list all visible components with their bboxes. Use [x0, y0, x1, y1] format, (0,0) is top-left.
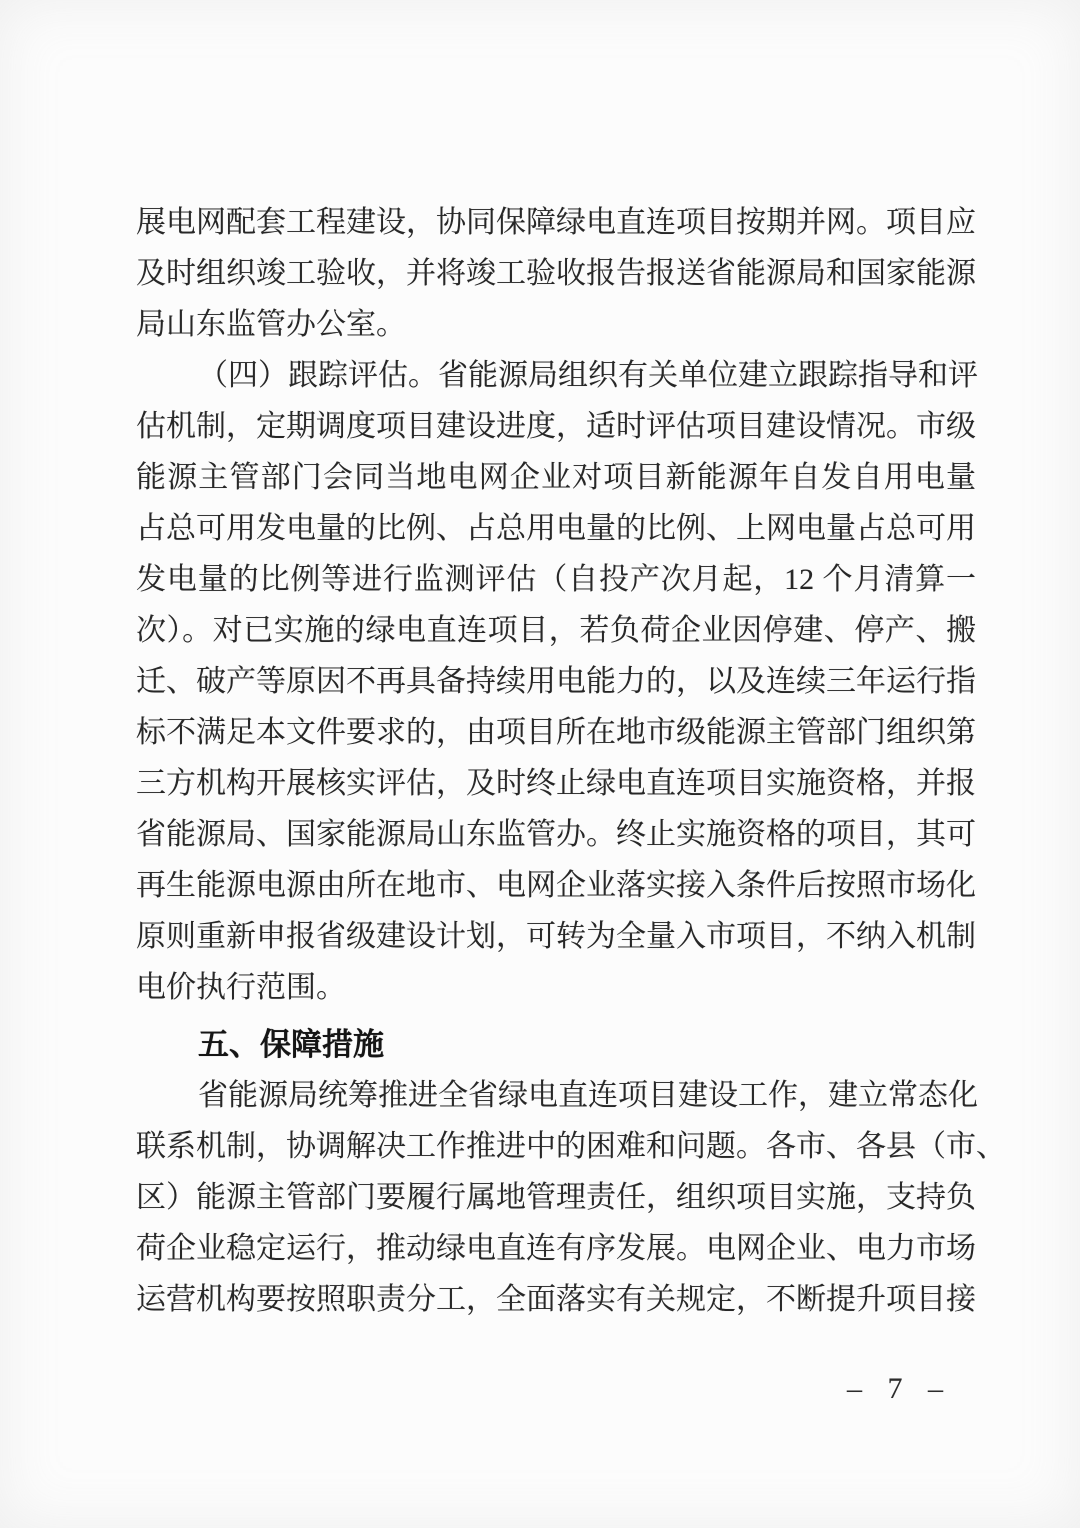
document-body	[136, 197, 1006, 1325]
text-line: 次）。对已实施的绿电直连项目，若负荷企业因停建、停产、搬	[136, 614, 976, 647]
text-line: 占总可用发电量的比例、占总用电量的比例、上网电量占总可用	[136, 512, 976, 545]
text-line: 展电网配套工程建设，协同保障绿电直连项目按期并网。项目应	[136, 206, 976, 239]
page-number: – 7 –	[847, 1372, 952, 1405]
text-line: 联系机制，协调解决工作推进中的困难和问题。各市、各县（市、	[136, 1130, 1006, 1163]
text-line: 标不满足本文件要求的，由项目所在地市级能源主管部门组织第	[136, 716, 976, 749]
text-line: 原则重新申报省级建设计划，可转为全量入市项目，不纳入机制	[136, 920, 976, 953]
paragraph	[136, 197, 976, 350]
text-line: 省能源局统筹推进全省绿电直连项目建设工作，建立常态化	[198, 1079, 978, 1112]
text-line: 三方机构开展核实评估，及时终止绿电直连项目实施资格，并报	[136, 767, 976, 800]
heading-text: 五、保障措施	[198, 1027, 384, 1062]
paragraph	[136, 1070, 1006, 1325]
text-line: 迁、破产等原因不再具备持续用电能力的，以及连续三年运行指	[136, 665, 976, 698]
text-line: 电价执行范围。	[136, 971, 346, 1004]
text-line: 局山东监管办公室。	[136, 308, 406, 341]
text-line: 运营机构要按照职责分工，全面落实有关规定，不断提升项目接	[136, 1283, 976, 1316]
text-line: 及时组织竣工验收，并将竣工验收报告报送省能源局和国家能源	[136, 257, 976, 290]
section-heading	[136, 1019, 976, 1070]
text-line: 发电量的比例等进行监测评估（自投产次月起，12 个月清算一	[136, 563, 976, 596]
text-line: 能源主管部门会同当地电网企业对项目新能源年自发自用电量	[136, 461, 976, 494]
text-line: 估机制，定期调度项目建设进度，适时评估项目建设情况。市级	[136, 410, 976, 443]
text-line: 区）能源主管部门要履行属地管理责任，组织项目实施，支持负	[136, 1181, 976, 1214]
text-line: （四）跟踪评估。省能源局组织有关单位建立跟踪指导和评	[198, 359, 978, 392]
text-line: 再生能源电源由所在地市、电网企业落实接入条件后按照市场化	[136, 869, 976, 902]
text-line: 荷企业稳定运行，推动绿电直连有序发展。电网企业、电力市场	[136, 1232, 976, 1265]
text-line: 省能源局、国家能源局山东监管办。终止实施资格的项目，其可	[136, 818, 976, 851]
paragraph	[136, 350, 976, 1013]
